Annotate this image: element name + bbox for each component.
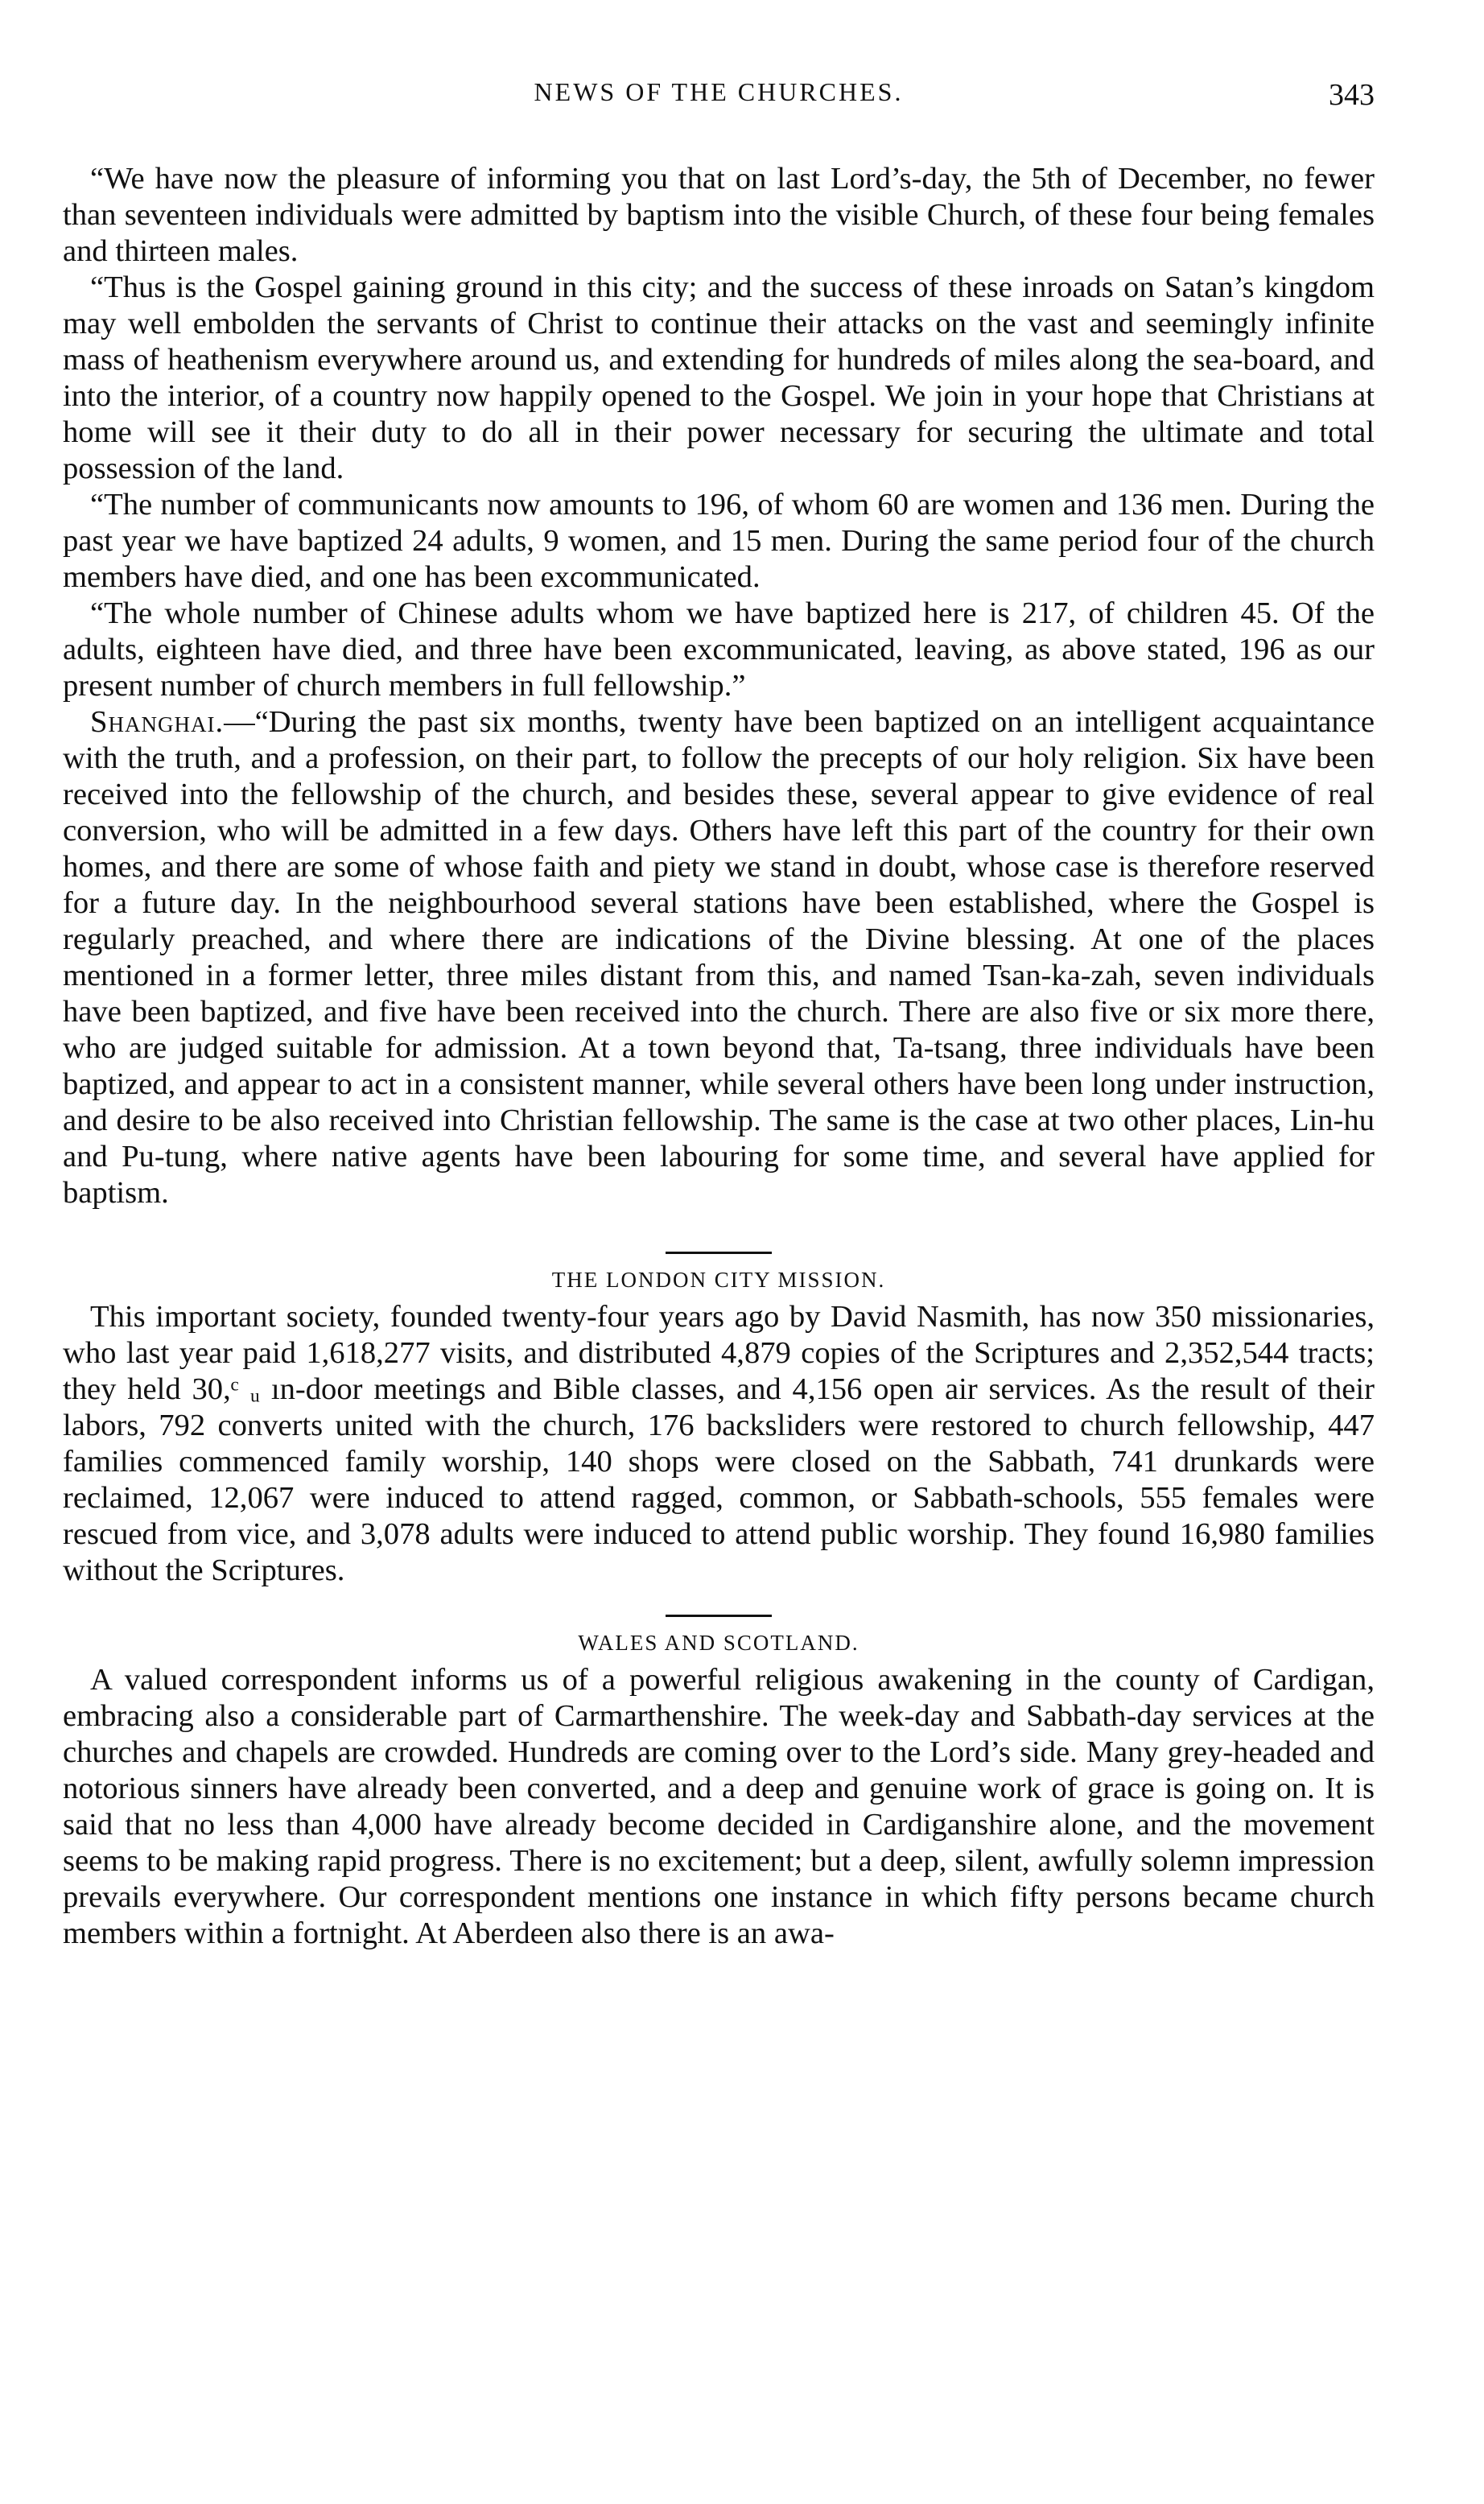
section-heading-london-city-mission: THE LONDON CITY MISSION. bbox=[551, 1268, 886, 1292]
section-heading-wales-and-scotland: WALES AND SCOTLAND. bbox=[578, 1631, 859, 1655]
paragraph-london-city-mission: This important society, founded twenty-four years ago by David Nasmith, has now 350 missionaries, who last year paid 1,618,277 visits, and distributed 4,879 copies of the Scriptures and 2,352,544 tracts; they held 30,ᶜ ᵤ ın-door meetings and Bible classes, and 4,156 open air services. As the result of their labors, 792 converts united with the church, 176 backsliders were restored to church fellowship, 447 families commenced family worship, 140 shops were closed on the Sabbath, 741 drunkards were reclaimed, 12,067 were induced to attend ragged, common, or Sabbath-schools, 555 females were rescued from vice, and 3,078 adults were induced to attend public worship. They found 16,980 families without the Scriptures. bbox=[63, 1300, 1375, 1587]
paragraph-baptisms: “We have now the pleasure of informing you that on last Lord’s-day, the 5th of December, no fewer than seventeen individuals were admitted by baptism into the visible Church, of these four being females and thirteen males. bbox=[63, 162, 1375, 268]
mission-report-quotation bbox=[63, 161, 1375, 1211]
section-divider bbox=[666, 1252, 772, 1254]
shanghai-report-text: —“During the past six months, twenty have been baptized on an intelligent acquaintance with the truth, and a profession, on their part, to follow the precepts of our holy religion. Six have been received into the fellowship of the church, and besides these, several appear to give evidence of real conversion, who will be admitted in a few days. Others have left this part of the country for their own homes, and there are some of whose faith and piety we stand in doubt, whose case is therefore reserved for a future day. In the neighbourhood several stations have been established, where the Gospel is regularly preached, and where there are indications of the Divine blessing. At one of the places mentioned in a former letter, three miles distant from this, and named Tsan-ka-zah, seven individuals have been baptized, and five have been received into the church. There are also five or six more there, who are judged suitable for admission. At a town beyond that, Ta-tsang, three individuals have been baptized, and appear to act in a consistent manner, while several others have been long under instruction, and desire to be also received into Christian fellowship. The same is the case at two other places, Lin-hu and Pu-tung, where native agents have been labouring for some time, and several have applied for baptism. bbox=[63, 705, 1375, 1210]
place-name-shanghai: Shanghai. bbox=[90, 705, 225, 739]
paragraph-communicants: “The number of communicants now amounts to 196, of whom 60 are women and 136 men. During the past year we have baptized 24 adults, 9 women, and 15 men. During the same period four of the church members have died, and one has been excommunicated. bbox=[63, 488, 1375, 594]
paragraph-wales-and-scotland: A valued correspondent informs us of a powerful religious awakening in the county of Cardigan, embracing also a considerable part of Carmarthenshire. The week-day and Sabbath-day services at the churches and chapels are crowded. Hundreds are coming over to the Lord’s side. Many grey-headed and notorious sinners have already been converted, and a deep and genuine work of grace is going on. It is said that no less than 4,000 have already become decided in Cardiganshire alone, and the movement seems to be making rapid progress. There is no excitement; but a deep, silent, awfully solemn impression prevails everywhere. Our correspondent mentions one instance in which fifty persons became church members within a fortnight. At Aberdeen also there is an awa- bbox=[63, 1663, 1375, 1950]
book-page bbox=[63, 77, 1375, 1952]
paragraph-gospel-gaining-ground: “Thus is the Gospel gaining ground in this city; and the success of these inroads on Satan’s kingdom may well embolden the servants of Christ to continue their attacks on the vast and seemingly infinite mass of heathenism everywhere around us, and extending for hundreds of miles along the sea-board, and into the interior, of a country now happily opened to the Gospel. We join in your hope that Christians at home will see it their duty to do all in their power necessary for securing the ultimate and total possession of the land. bbox=[63, 270, 1375, 485]
page-number: 343 bbox=[1329, 78, 1375, 112]
running-title: NEWS OF THE CHURCHES. bbox=[534, 77, 904, 106]
paragraph-chinese-adults: “The whole number of Chinese adults whom we have baptized here is 217, of children 45. Of the adults, eighteen have died, and three have been excommunicated, leaving, as above stated, 196 as our present number of church members in full fellowship.” bbox=[63, 596, 1375, 703]
paragraph-shanghai bbox=[63, 704, 1375, 1211]
section-divider bbox=[666, 1615, 772, 1617]
running-head bbox=[63, 77, 1375, 119]
